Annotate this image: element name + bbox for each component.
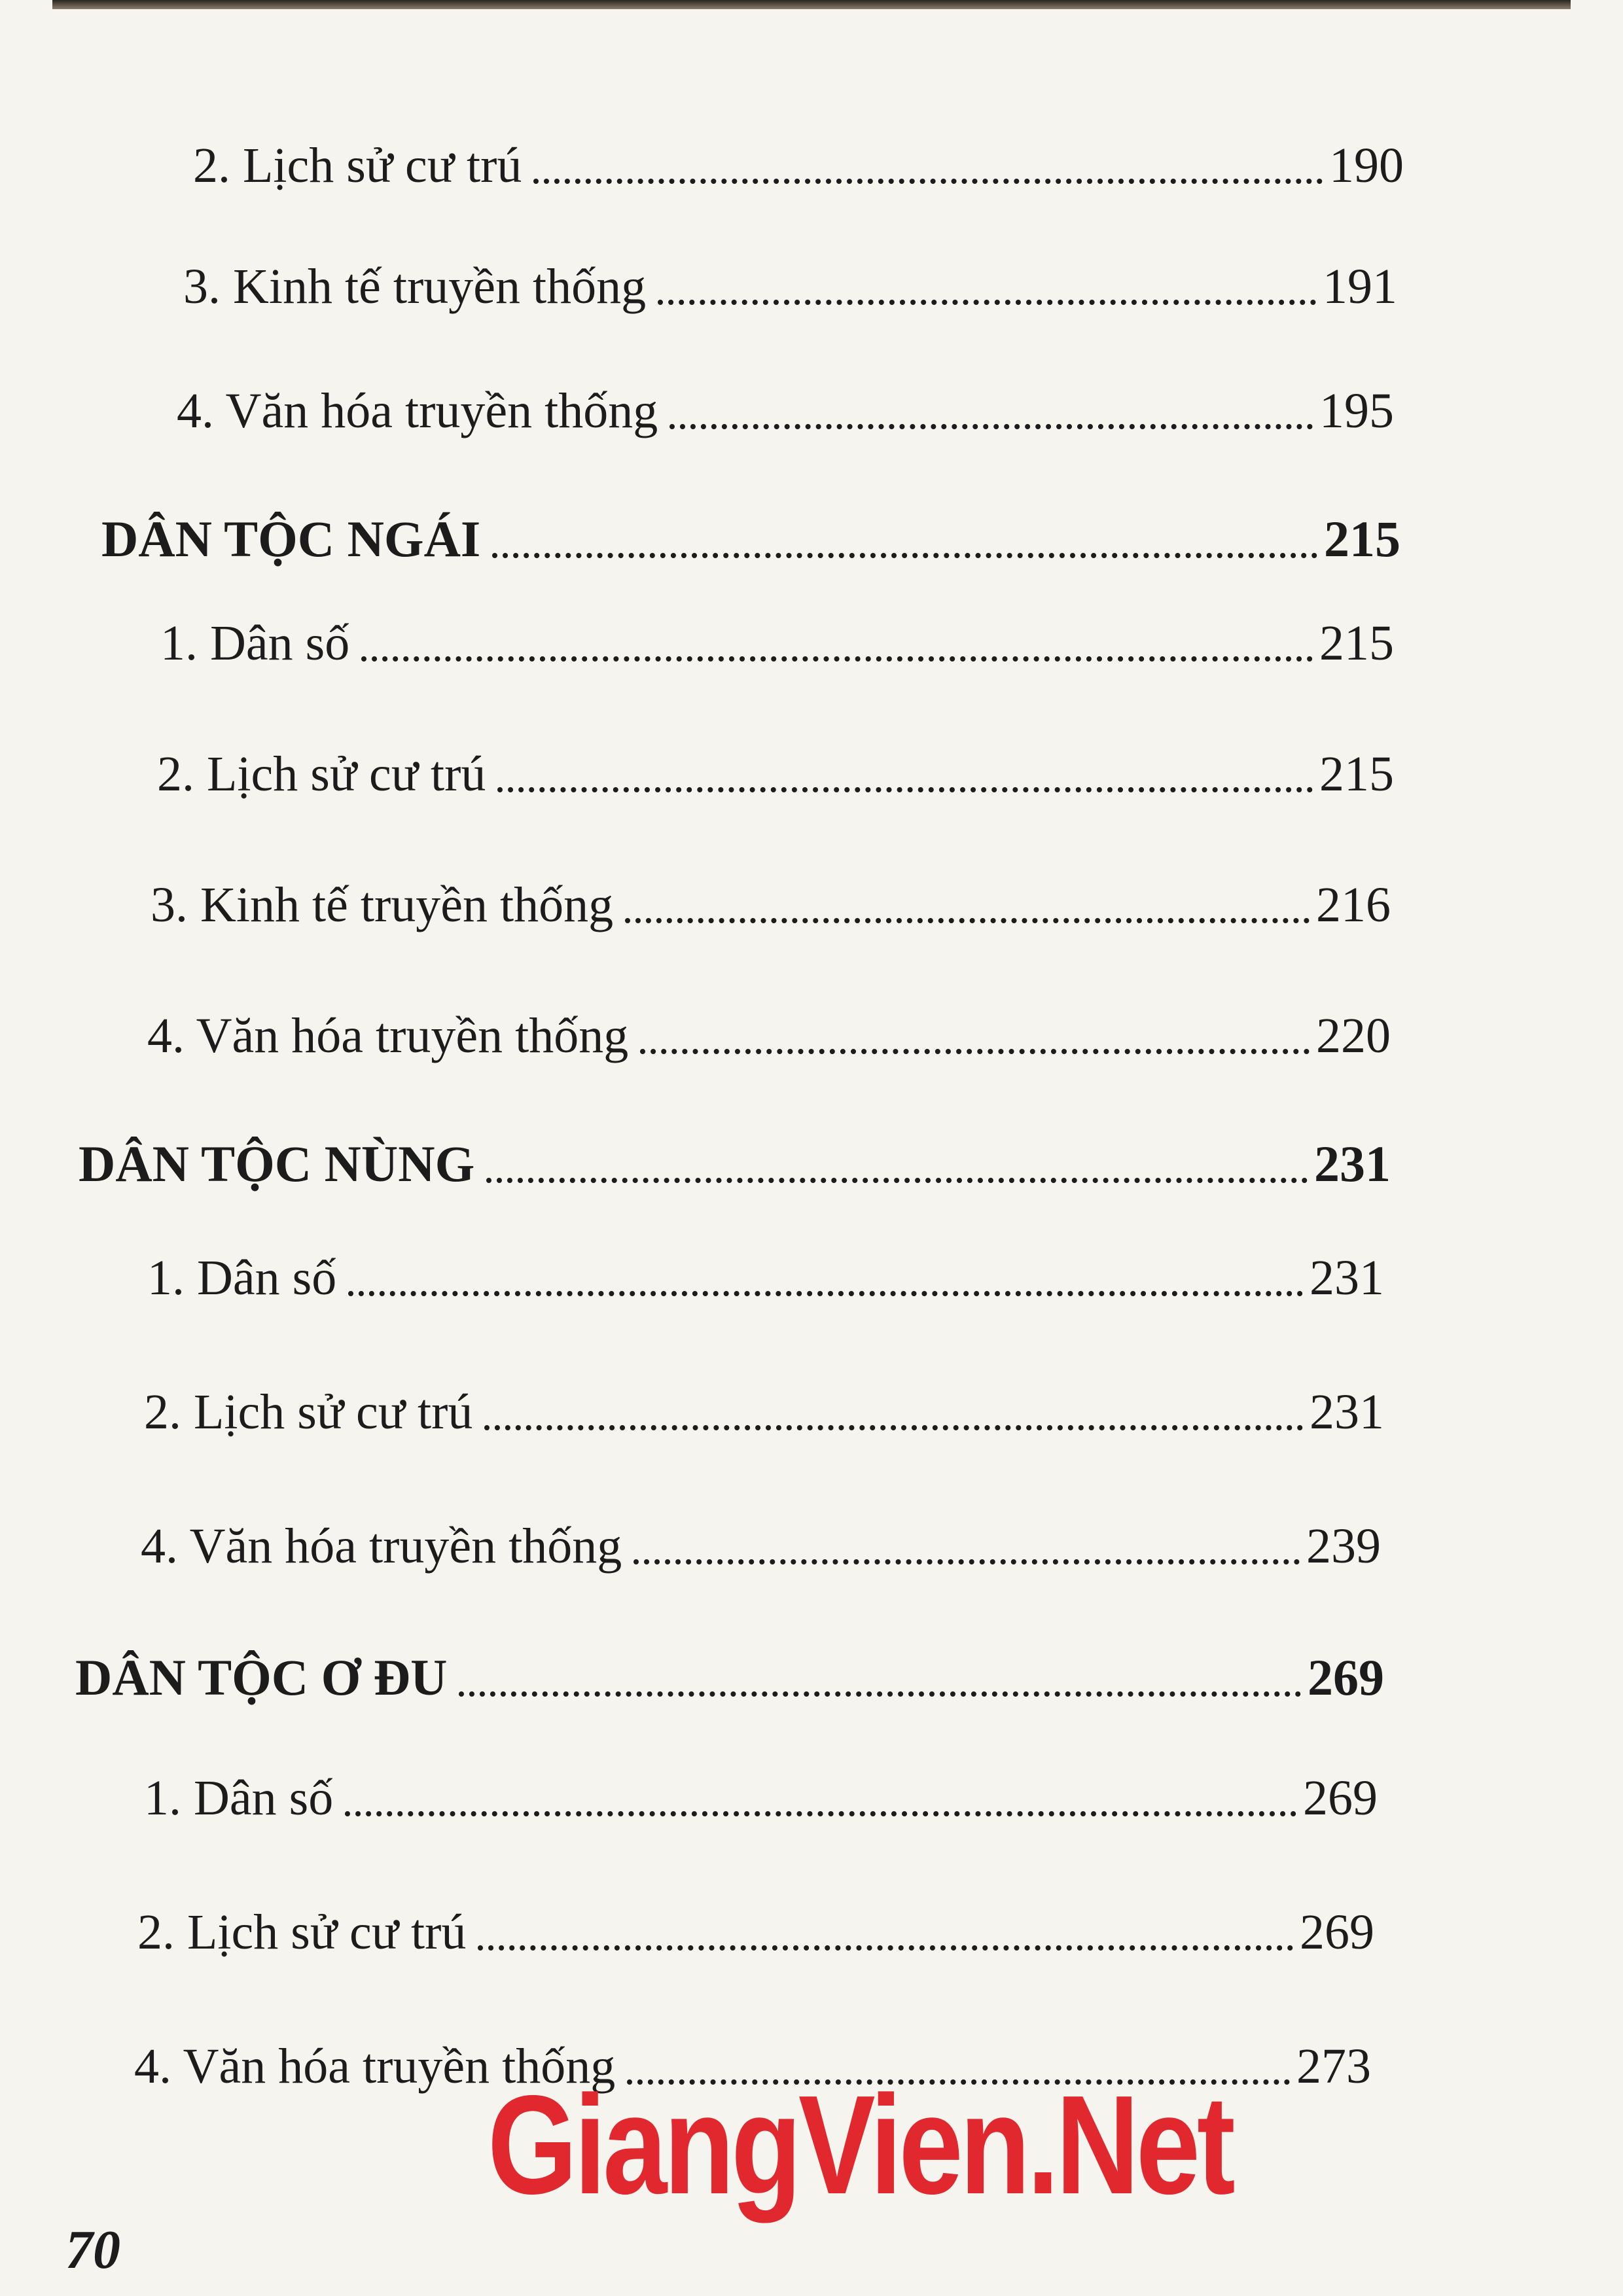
toc-leader-dots — [361, 656, 1313, 662]
toc-entry-page: 215 — [1319, 747, 1394, 802]
toc-entry-page: 273 — [1296, 2039, 1371, 2094]
toc-leader-dots — [669, 424, 1313, 429]
toc-entry-label: 2. Lịch sử cư trú — [157, 747, 486, 802]
toc-leader-dots — [348, 1291, 1303, 1296]
toc-entry-label: 1. Dân số — [144, 1771, 334, 1826]
toc-entry — [183, 259, 1397, 314]
toc-entry — [147, 1250, 1384, 1305]
toc-entry — [157, 747, 1394, 802]
toc-entry-label: 2. Lịch sử cư trú — [137, 1905, 467, 1960]
toc-entry-page: 215 — [1319, 616, 1394, 671]
toc-entry — [147, 1008, 1391, 1063]
toc-entry-page: 269 — [1300, 1905, 1374, 1960]
toc-entry-label: 2. Lịch sử cư trú — [144, 1385, 473, 1439]
toc-entry-label: 1. Dân số — [147, 1250, 337, 1305]
toc-leader-dots — [640, 1049, 1310, 1054]
toc-leader-dots — [486, 1178, 1308, 1183]
toc-leader-dots — [633, 1559, 1300, 1564]
toc-entry — [177, 383, 1394, 438]
toc-entry — [137, 1905, 1374, 1960]
toc-entry — [141, 1519, 1381, 1574]
toc-entry-label: 4. Văn hóa truyền thống — [141, 1519, 622, 1574]
toc-leader-dots — [625, 918, 1310, 923]
toc-entry-label: 4. Văn hóa truyền thống — [134, 2039, 616, 2094]
watermark-logo: GiangVien.Net — [488, 2066, 1232, 2223]
toc-leader-dots — [497, 787, 1313, 792]
toc-entry-page: 195 — [1319, 383, 1394, 438]
toc-leader-dots — [345, 1811, 1296, 1816]
toc-leader-dots — [459, 1691, 1301, 1697]
toc-entry — [144, 1771, 1378, 1826]
toc-entry-page: 231 — [1314, 1135, 1391, 1192]
toc-entry-label: DÂN TỘC NÙNG — [79, 1135, 475, 1192]
toc-entry-page: 191 — [1323, 259, 1397, 314]
toc-entry-label: 1. Dân số — [160, 616, 350, 671]
toc-entry-page: 220 — [1316, 1008, 1391, 1063]
toc-entry-page: 231 — [1310, 1385, 1384, 1439]
toc-leader-dots — [478, 1945, 1293, 1951]
toc-leader-dots — [533, 179, 1323, 184]
page-top-edge — [52, 0, 1571, 9]
toc-entry-page: 215 — [1324, 510, 1400, 567]
toc-section-heading — [79, 1135, 1391, 1192]
toc-entry-label: 4. Văn hóa truyền thống — [177, 383, 658, 438]
toc-leader-dots — [492, 553, 1317, 558]
toc-entry-label: 4. Văn hóa truyền thống — [147, 1008, 629, 1063]
toc-entry-label: 2. Lịch sử cư trú — [193, 138, 522, 193]
toc-entry-page: 269 — [1303, 1771, 1378, 1826]
toc-entry — [193, 138, 1404, 193]
toc-entry — [160, 616, 1394, 671]
toc-section-heading — [101, 510, 1400, 567]
toc-entry-page: 216 — [1316, 877, 1391, 932]
toc-section-heading — [75, 1649, 1384, 1706]
toc-entry-label: 3. Kinh tế truyền thống — [151, 877, 614, 932]
toc-entry-page: 269 — [1308, 1649, 1384, 1706]
toc-entry-label: 3. Kinh tế truyền thống — [183, 259, 647, 314]
page-number: 70 — [65, 2219, 120, 2280]
toc-entry-page: 239 — [1306, 1519, 1381, 1574]
toc-entry — [151, 877, 1391, 932]
toc-leader-dots — [658, 300, 1316, 305]
toc-entry-page: 231 — [1310, 1250, 1384, 1305]
toc-entry-page: 190 — [1329, 138, 1404, 193]
toc-entry — [144, 1387, 1384, 1437]
toc-entry-label: DÂN TỘC Ơ ĐU — [75, 1649, 448, 1706]
toc-leader-dots — [484, 1425, 1303, 1430]
toc-entry-label: DÂN TỘC NGÁI — [101, 510, 481, 567]
